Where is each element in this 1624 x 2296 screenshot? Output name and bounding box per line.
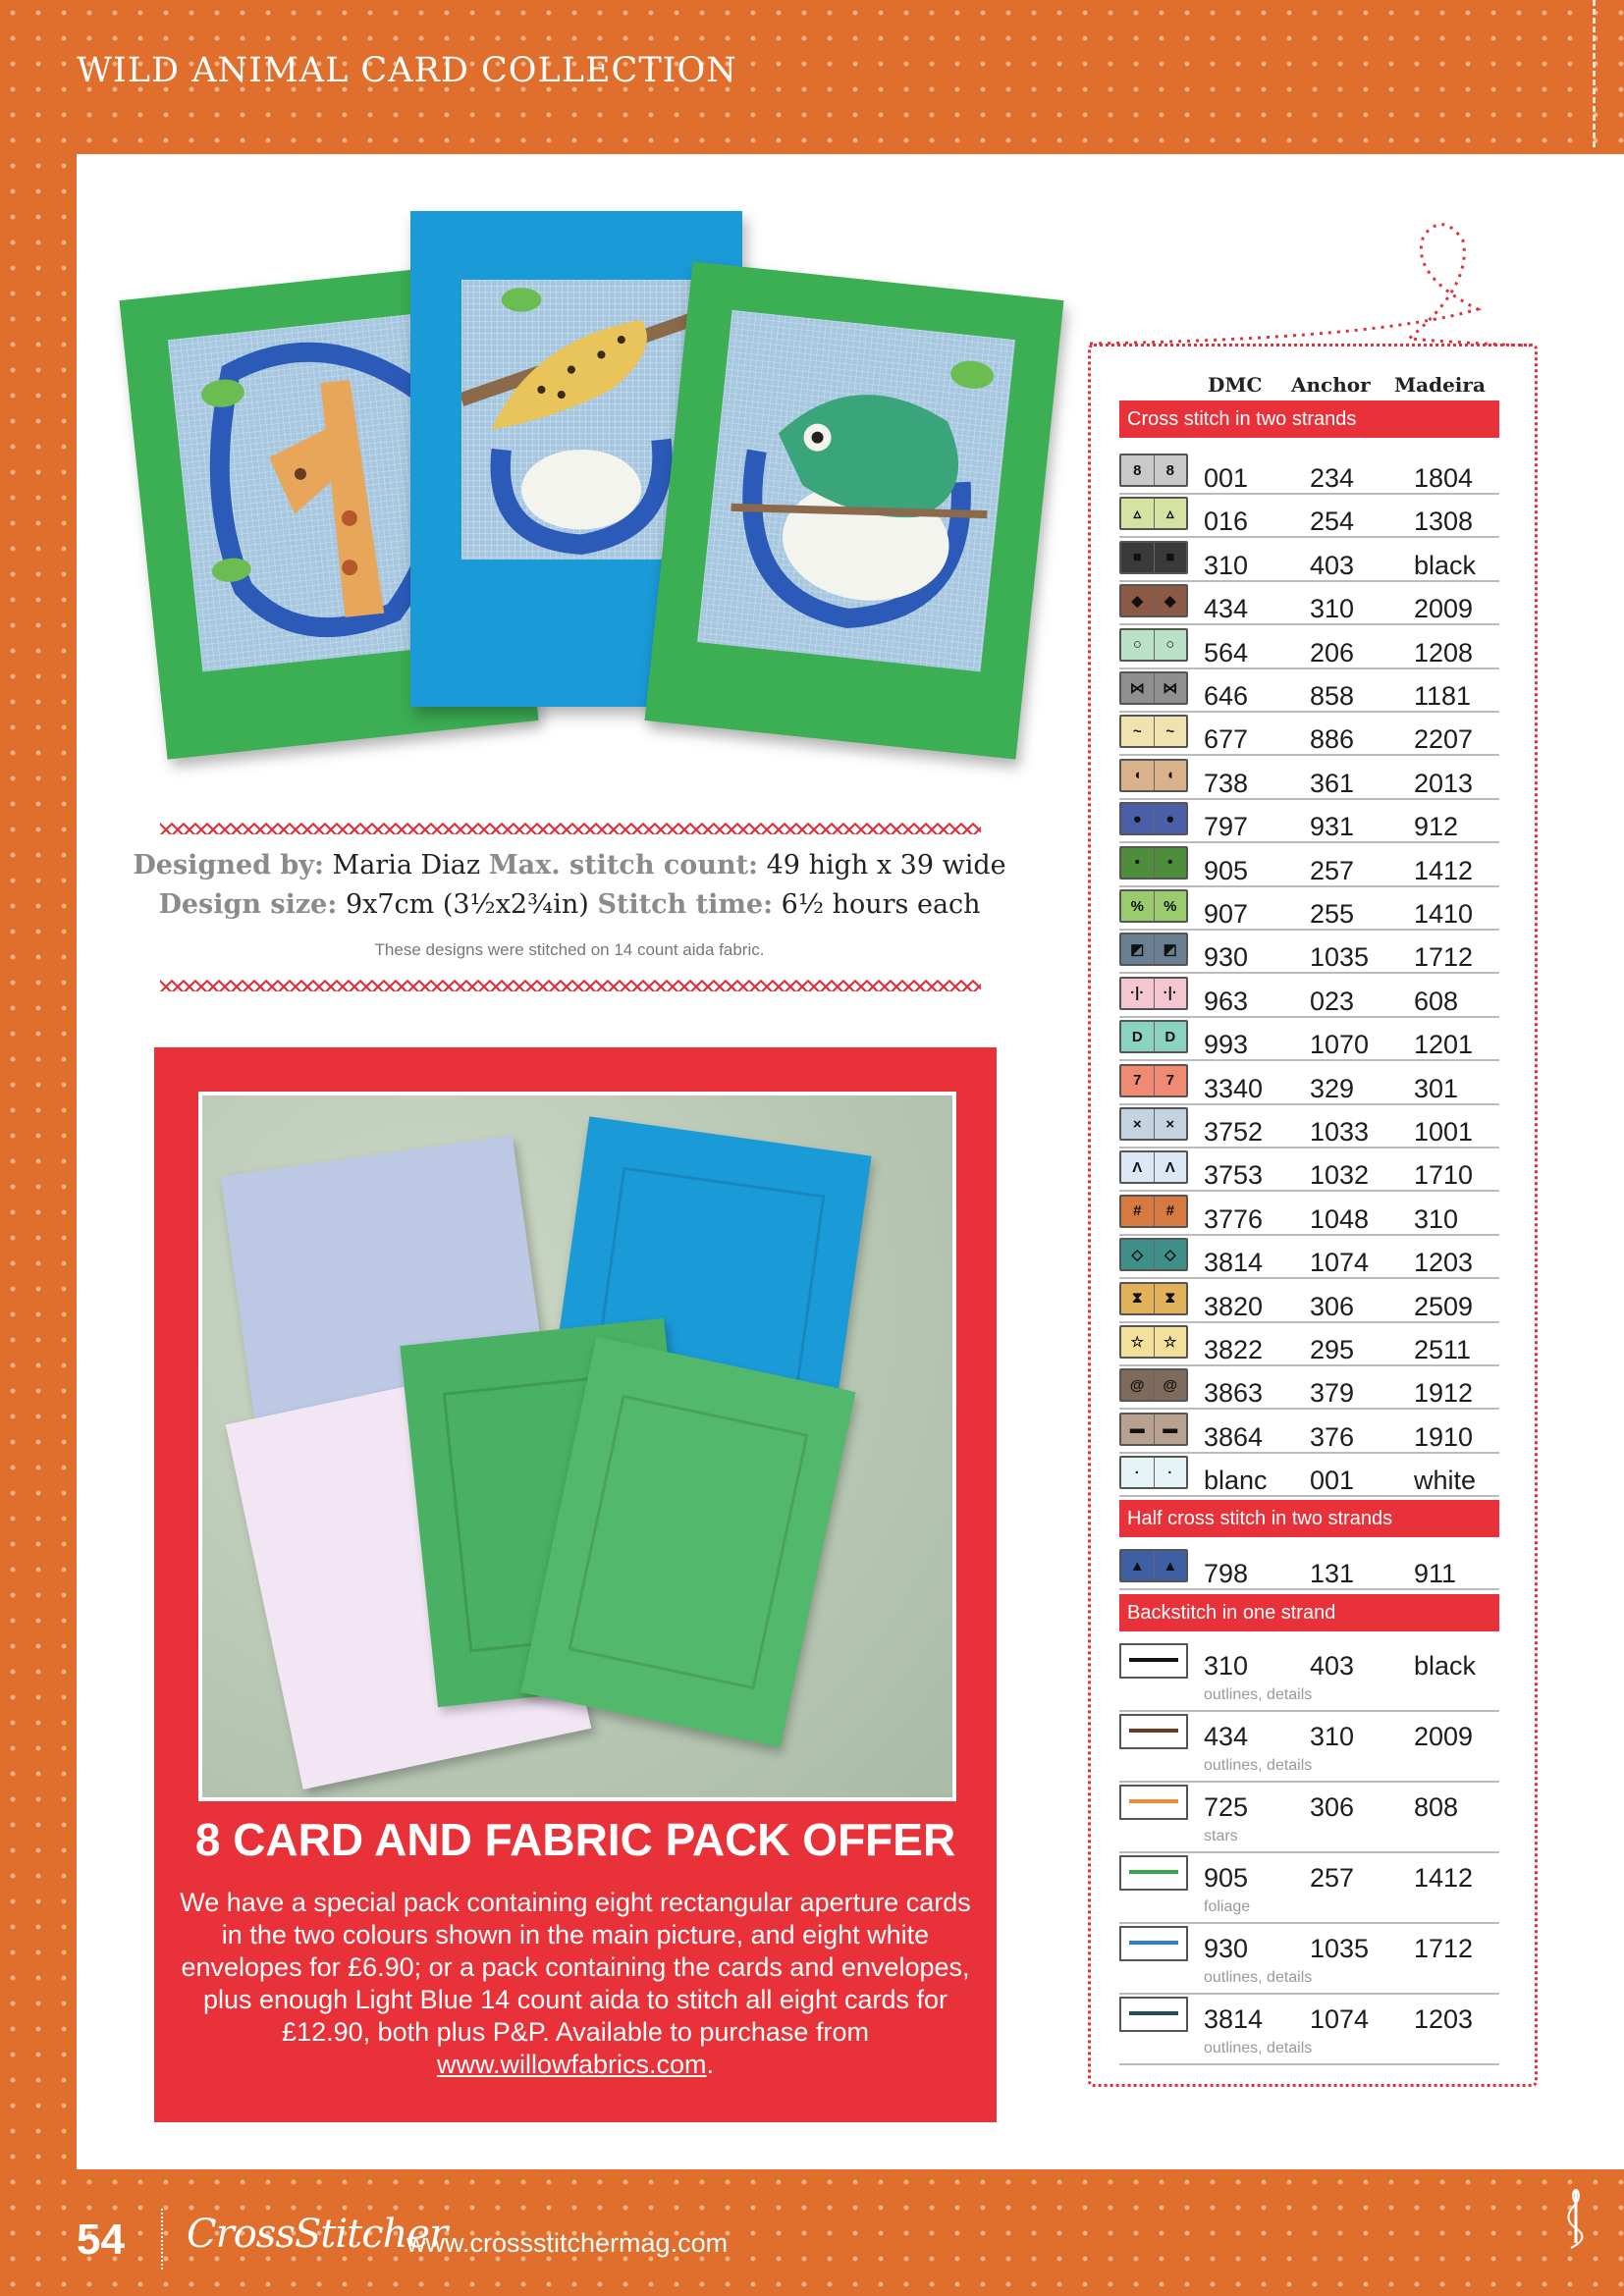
symbol-glyph: 8 bbox=[1121, 455, 1155, 485]
symbol-glyph: ● bbox=[1121, 804, 1155, 833]
thread-row bbox=[1119, 1321, 1499, 1366]
symbol-glyph: ☆ bbox=[1121, 1327, 1155, 1357]
backstitch-line bbox=[1129, 1658, 1178, 1662]
zigzag-divider-top bbox=[160, 823, 981, 834]
thread-row bbox=[1119, 929, 1499, 974]
dmc-number: 993 bbox=[1204, 1030, 1249, 1060]
madeira-number: 310 bbox=[1414, 1203, 1459, 1234]
madeira-number: 808 bbox=[1414, 1792, 1459, 1822]
offer-body bbox=[174, 1887, 977, 2081]
madeira-number: 1912 bbox=[1414, 1378, 1474, 1409]
symbol-glyph: % bbox=[1164, 897, 1177, 915]
symbol-glyph: Λ bbox=[1164, 1158, 1175, 1176]
header-anchor: Anchor bbox=[1291, 373, 1371, 397]
anchor-number: 379 bbox=[1310, 1378, 1355, 1409]
symbol-glyph: ■ bbox=[1165, 549, 1175, 566]
anchor-number: 310 bbox=[1310, 1722, 1355, 1751]
backstitch-usage-note: stars bbox=[1204, 1828, 1238, 1844]
symbol-glyph: ■ bbox=[1121, 543, 1155, 572]
dmc-number: 930 bbox=[1204, 1934, 1249, 1963]
thread-row bbox=[1119, 450, 1499, 495]
symbol-glyph: ⧗ bbox=[1121, 1284, 1155, 1313]
anchor-number: 257 bbox=[1310, 855, 1355, 885]
anchor-number: 1074 bbox=[1310, 1248, 1370, 1278]
madeira-number: 1181 bbox=[1414, 681, 1472, 711]
dmc-number: 434 bbox=[1204, 1722, 1249, 1751]
symbol-glyph: ▬ bbox=[1163, 1420, 1178, 1438]
thread-loop-decoration bbox=[1085, 216, 1537, 353]
thread-row bbox=[1119, 537, 1499, 582]
symbol-glyph: ·|· bbox=[1121, 979, 1155, 1008]
symbol-glyph: • bbox=[1167, 854, 1173, 872]
dmc-number: 3822 bbox=[1204, 1335, 1264, 1364]
backstitch-usage-note: foliage bbox=[1204, 1898, 1251, 1915]
header-dmc: DMC bbox=[1208, 373, 1263, 397]
symbol-glyph: · bbox=[1121, 1458, 1155, 1487]
stitch-symbol bbox=[1119, 497, 1188, 530]
dmc-number: 907 bbox=[1204, 899, 1249, 929]
madeira-number: 1203 bbox=[1414, 1248, 1474, 1278]
offer-box bbox=[154, 1047, 997, 2122]
dmc-number: 001 bbox=[1204, 463, 1249, 493]
stitch-symbol bbox=[1119, 541, 1188, 574]
thread-row bbox=[1119, 493, 1499, 538]
backstitch-line-swatch bbox=[1119, 1785, 1188, 1820]
backstitch-line bbox=[1129, 1870, 1178, 1874]
backstitch-row bbox=[1119, 1641, 1499, 1712]
anchor-number: 023 bbox=[1310, 986, 1355, 1016]
symbol-glyph: ☆ bbox=[1164, 1334, 1177, 1351]
anchor-number: 206 bbox=[1310, 637, 1355, 667]
backstitch-line bbox=[1129, 1799, 1178, 1803]
dmc-number: 3753 bbox=[1204, 1160, 1264, 1191]
anchor-number: 1070 bbox=[1310, 1030, 1370, 1060]
backstitch-row bbox=[1119, 1924, 1499, 1995]
thread-row bbox=[1119, 711, 1499, 756]
stitch-symbol bbox=[1119, 1413, 1188, 1446]
symbol-glyph: D bbox=[1121, 1022, 1155, 1051]
symbol-glyph: · bbox=[1167, 1464, 1173, 1481]
leopard-motif bbox=[461, 280, 691, 560]
thread-row bbox=[1119, 755, 1499, 800]
madeira-number: 1001 bbox=[1414, 1117, 1474, 1147]
symbol-glyph: ▲ bbox=[1121, 1551, 1155, 1580]
stitch-symbol bbox=[1119, 1325, 1188, 1359]
dmc-number: 905 bbox=[1204, 855, 1249, 885]
stitch-symbol bbox=[1119, 584, 1188, 617]
thread-row bbox=[1119, 798, 1499, 843]
symbol-glyph: ~ bbox=[1165, 722, 1175, 740]
symbol-glyph: ▵ bbox=[1165, 506, 1174, 523]
anchor-number: 329 bbox=[1310, 1073, 1355, 1103]
symbol-glyph: # bbox=[1121, 1197, 1155, 1226]
thread-row bbox=[1119, 1234, 1499, 1279]
anchor-number: 257 bbox=[1310, 1863, 1355, 1893]
anchor-number: 376 bbox=[1310, 1421, 1355, 1452]
dmc-number: 564 bbox=[1204, 637, 1249, 667]
thread-row bbox=[1119, 1364, 1499, 1410]
symbol-glyph: Λ bbox=[1121, 1152, 1155, 1182]
dmc-number: 016 bbox=[1204, 507, 1249, 537]
needle-thread-icon bbox=[1556, 2184, 1596, 2253]
max-stitch-label: Max. stitch count: bbox=[488, 850, 759, 881]
dmc-number: 3814 bbox=[1204, 1248, 1264, 1278]
madeira-number: 301 bbox=[1414, 1073, 1459, 1103]
symbol-glyph: ● bbox=[1165, 810, 1175, 828]
symbol-glyph: ○ bbox=[1165, 636, 1175, 654]
page-edge-dashes bbox=[1593, 0, 1596, 147]
stitch-symbol bbox=[1119, 889, 1188, 923]
thread-row bbox=[1119, 1060, 1499, 1105]
stitch-symbol bbox=[1119, 933, 1188, 966]
anchor-number: 255 bbox=[1310, 899, 1355, 929]
symbol-glyph: ·|· bbox=[1163, 985, 1177, 1002]
backstitch-line-swatch bbox=[1119, 1714, 1188, 1749]
thread-row bbox=[1119, 580, 1499, 625]
offer-body-end: . bbox=[706, 2050, 715, 2079]
anchor-number: 1035 bbox=[1310, 942, 1370, 973]
dmc-number: 725 bbox=[1204, 1792, 1249, 1822]
dmc-number: 310 bbox=[1204, 550, 1249, 580]
stitch-symbol bbox=[1119, 802, 1188, 835]
anchor-number: 306 bbox=[1310, 1792, 1355, 1822]
stitch-symbol bbox=[1119, 1107, 1188, 1141]
madeira-number: 912 bbox=[1414, 812, 1459, 842]
dmc-number: 797 bbox=[1204, 812, 1249, 842]
offer-link[interactable]: www.willowfabrics.com bbox=[436, 2050, 707, 2079]
thread-row bbox=[1119, 973, 1499, 1018]
symbol-glyph: ◆ bbox=[1164, 593, 1176, 611]
madeira-number: 2511 bbox=[1414, 1335, 1472, 1364]
symbol-glyph: ~ bbox=[1121, 717, 1155, 746]
anchor-number: 295 bbox=[1310, 1335, 1355, 1364]
symbol-glyph: ▵ bbox=[1121, 499, 1155, 528]
zigzag-divider-bottom bbox=[160, 980, 981, 991]
stitch-time-value: 6½ hours each bbox=[781, 889, 981, 920]
symbol-glyph: 7 bbox=[1121, 1066, 1155, 1095]
section-backstitch: Backstitch in one strand bbox=[1119, 1594, 1499, 1631]
madeira-number: 1712 bbox=[1414, 942, 1474, 973]
backstitch-line bbox=[1129, 1941, 1178, 1945]
thread-row bbox=[1119, 667, 1499, 713]
madeira-number: 1710 bbox=[1414, 1160, 1474, 1191]
backstitch-row bbox=[1119, 1995, 1499, 2065]
anchor-number: 403 bbox=[1310, 550, 1355, 580]
thread-row bbox=[1119, 1016, 1499, 1061]
anchor-number: 403 bbox=[1310, 1651, 1355, 1681]
backstitch-line-swatch bbox=[1119, 1997, 1188, 2032]
offer-body-text: We have a special pack containing eight rectangular aperture cards in the two colours shown in the main picture, and eight white envelopes for £6.90; or a pack containing the cards and envelopes, plus enough Light Blue 14 count aida to stitch all eight cards for £12.90, both plus P&P. Available to purchase from bbox=[180, 1888, 971, 2047]
madeira-number: 1410 bbox=[1414, 899, 1474, 929]
dmc-number: 434 bbox=[1204, 594, 1249, 624]
stitch-symbol bbox=[1119, 759, 1188, 792]
thread-row bbox=[1119, 885, 1499, 931]
anchor-number: 931 bbox=[1310, 812, 1355, 842]
backstitch-line-swatch bbox=[1119, 1926, 1188, 1961]
dmc-number: 930 bbox=[1204, 942, 1249, 973]
anchor-number: 306 bbox=[1310, 1291, 1355, 1321]
anchor-number: 234 bbox=[1310, 463, 1355, 493]
madeira-number: 2207 bbox=[1414, 724, 1474, 755]
backstitch-usage-note: outlines, details bbox=[1204, 1757, 1313, 1774]
header-madeira: Madeira bbox=[1394, 373, 1486, 397]
symbol-glyph: % bbox=[1121, 891, 1155, 921]
anchor-number: 001 bbox=[1310, 1466, 1355, 1496]
stitch-symbol bbox=[1119, 1020, 1188, 1053]
dmc-number: 3864 bbox=[1204, 1421, 1264, 1452]
chameleon-card bbox=[644, 261, 1063, 759]
thread-row bbox=[1119, 1545, 1499, 1590]
thread-row bbox=[1119, 1147, 1499, 1192]
backstitch-row bbox=[1119, 1712, 1499, 1783]
thread-row bbox=[1119, 1409, 1499, 1454]
stitch-symbol bbox=[1119, 1282, 1188, 1315]
design-size-value: 9x7cm (3½x2¾in) bbox=[345, 889, 589, 920]
stitch-symbol bbox=[1119, 671, 1188, 705]
madeira-number: 911 bbox=[1414, 1559, 1457, 1588]
symbol-glyph: × bbox=[1165, 1115, 1175, 1133]
symbol-glyph: ◇ bbox=[1164, 1247, 1176, 1264]
madeira-number: 2013 bbox=[1414, 768, 1474, 798]
dmc-number: 310 bbox=[1204, 1651, 1249, 1681]
magazine-logo: CrossStitcher bbox=[187, 2212, 448, 2257]
designed-by-label: Designed by: bbox=[133, 850, 324, 881]
dmc-number: 3814 bbox=[1204, 2004, 1264, 2034]
dmc-number: 677 bbox=[1204, 724, 1249, 755]
madeira-number: 1201 bbox=[1414, 1030, 1474, 1060]
stitch-symbol bbox=[1119, 1064, 1188, 1097]
stitch-symbol bbox=[1119, 628, 1188, 662]
card-pack-photo bbox=[198, 1092, 956, 1801]
dmc-number: 963 bbox=[1204, 986, 1249, 1016]
symbol-glyph: @ bbox=[1163, 1376, 1178, 1394]
anchor-number: 886 bbox=[1310, 724, 1355, 755]
madeira-number: 1804 bbox=[1414, 463, 1474, 493]
madeira-number: 1203 bbox=[1414, 2004, 1474, 2034]
anchor-number: 1035 bbox=[1310, 1934, 1370, 1963]
thread-row bbox=[1119, 1278, 1499, 1323]
madeira-number: 1208 bbox=[1414, 637, 1474, 667]
thread-row bbox=[1119, 624, 1499, 669]
backstitch-row bbox=[1119, 1783, 1499, 1853]
backstitch-line-swatch bbox=[1119, 1643, 1188, 1679]
backstitch-line-swatch bbox=[1119, 1855, 1188, 1891]
dmc-number: 905 bbox=[1204, 1863, 1249, 1893]
design-credits bbox=[108, 846, 1031, 925]
dmc-number: 3340 bbox=[1204, 1073, 1264, 1103]
symbol-glyph: 7 bbox=[1165, 1072, 1174, 1090]
backstitch-row bbox=[1119, 1853, 1499, 1924]
footer-url[interactable]: www.crossstitchermag.com bbox=[406, 2228, 729, 2258]
footer-separator bbox=[161, 2209, 163, 2269]
leopard-stitch-panel bbox=[461, 280, 691, 560]
dmc-number: 646 bbox=[1204, 681, 1249, 711]
backstitch-line bbox=[1129, 1729, 1178, 1733]
anchor-number: 310 bbox=[1310, 594, 1355, 624]
backstitch-usage-note: outlines, details bbox=[1204, 1686, 1313, 1703]
anchor-number: 361 bbox=[1310, 768, 1355, 798]
offer-title: 8 CARD AND FABRIC PACK OFFER bbox=[194, 1814, 956, 1865]
madeira-number: 1308 bbox=[1414, 507, 1474, 537]
symbol-glyph: @ bbox=[1121, 1370, 1155, 1400]
symbol-glyph: 8 bbox=[1165, 461, 1174, 479]
symbol-glyph: ⧗ bbox=[1164, 1290, 1176, 1308]
symbol-glyph: ⋈ bbox=[1163, 680, 1178, 697]
madeira-number: black bbox=[1414, 1651, 1477, 1681]
stitch-symbol bbox=[1119, 977, 1188, 1010]
stitch-symbol bbox=[1119, 1456, 1188, 1489]
fabric-note: These designs were stitched on 14 count aida fabric. bbox=[374, 940, 765, 959]
section-half-cross: Half cross stitch in two strands bbox=[1119, 1500, 1499, 1537]
anchor-number: 1074 bbox=[1310, 2004, 1370, 2034]
dmc-number: 3752 bbox=[1204, 1117, 1264, 1147]
symbol-glyph: ⋈ bbox=[1121, 673, 1155, 703]
dmc-number: 3863 bbox=[1204, 1378, 1264, 1409]
madeira-number: black bbox=[1414, 550, 1477, 580]
stitch-symbol bbox=[1119, 1238, 1188, 1271]
symbol-glyph: ▲ bbox=[1163, 1557, 1178, 1575]
madeira-number: 608 bbox=[1414, 986, 1459, 1016]
symbol-glyph: ◆ bbox=[1121, 586, 1155, 615]
madeira-number: 2009 bbox=[1414, 1722, 1474, 1751]
madeira-number: 1412 bbox=[1414, 855, 1474, 885]
chameleon-stitch-panel bbox=[697, 310, 1015, 671]
symbol-glyph: ○ bbox=[1121, 630, 1155, 660]
symbol-glyph: D bbox=[1164, 1028, 1176, 1045]
thread-row bbox=[1119, 1191, 1499, 1236]
madeira-number: 1910 bbox=[1414, 1421, 1474, 1452]
anchor-number: 131 bbox=[1310, 1559, 1355, 1588]
symbol-glyph: ◩ bbox=[1121, 934, 1155, 964]
page-number: 54 bbox=[77, 2216, 125, 2264]
symbol-glyph: • bbox=[1121, 848, 1155, 878]
backstitch-usage-note: outlines, details bbox=[1204, 2040, 1313, 2056]
stitch-symbol bbox=[1119, 1549, 1188, 1582]
dmc-number: 3776 bbox=[1204, 1203, 1264, 1234]
stitch-symbol bbox=[1119, 846, 1188, 880]
thread-row bbox=[1119, 1103, 1499, 1148]
stitch-symbol bbox=[1119, 715, 1188, 748]
stitch-symbol bbox=[1119, 1150, 1188, 1184]
dmc-number: blanc bbox=[1204, 1466, 1268, 1496]
stitch-symbol bbox=[1119, 454, 1188, 487]
max-stitch-value: 49 high x 39 wide bbox=[766, 850, 1006, 881]
symbol-glyph: ◩ bbox=[1163, 941, 1177, 959]
symbol-glyph: × bbox=[1121, 1109, 1155, 1139]
anchor-number: 1048 bbox=[1310, 1203, 1370, 1234]
thread-row bbox=[1119, 842, 1499, 887]
designed-by-value: Maria Diaz bbox=[332, 850, 481, 881]
madeira-number: 1712 bbox=[1414, 1934, 1474, 1963]
madeira-number: 2009 bbox=[1414, 594, 1474, 624]
cards-photo bbox=[108, 206, 1090, 795]
madeira-number: 1412 bbox=[1414, 1863, 1474, 1893]
anchor-number: 1033 bbox=[1310, 1117, 1370, 1147]
symbol-glyph: # bbox=[1165, 1202, 1174, 1220]
thread-row bbox=[1119, 1452, 1499, 1497]
chameleon-motif bbox=[697, 310, 1015, 671]
symbol-glyph: ▬ bbox=[1121, 1415, 1155, 1444]
dmc-number: 738 bbox=[1204, 768, 1249, 798]
backstitch-usage-note: outlines, details bbox=[1204, 1969, 1313, 1986]
madeira-number: white bbox=[1414, 1466, 1477, 1496]
madeira-number: 2509 bbox=[1414, 1291, 1474, 1321]
page-title: WILD ANIMAL CARD COLLECTION bbox=[77, 51, 737, 90]
section-cross-stitch: Cross stitch in two strands bbox=[1119, 400, 1499, 438]
symbol-glyph: ◖ bbox=[1165, 767, 1175, 784]
dmc-number: 798 bbox=[1204, 1559, 1249, 1588]
stitch-time-label: Stitch time: bbox=[597, 889, 774, 920]
anchor-number: 254 bbox=[1310, 507, 1355, 537]
symbol-glyph: ◖ bbox=[1121, 761, 1155, 790]
dmc-number: 3820 bbox=[1204, 1291, 1264, 1321]
symbol-glyph: ◇ bbox=[1121, 1240, 1155, 1269]
anchor-number: 1032 bbox=[1310, 1160, 1370, 1191]
backstitch-line bbox=[1129, 2011, 1178, 2015]
stitch-symbol bbox=[1119, 1368, 1188, 1402]
design-size-label: Design size: bbox=[158, 889, 338, 920]
stitch-symbol bbox=[1119, 1195, 1188, 1228]
anchor-number: 858 bbox=[1310, 681, 1355, 711]
